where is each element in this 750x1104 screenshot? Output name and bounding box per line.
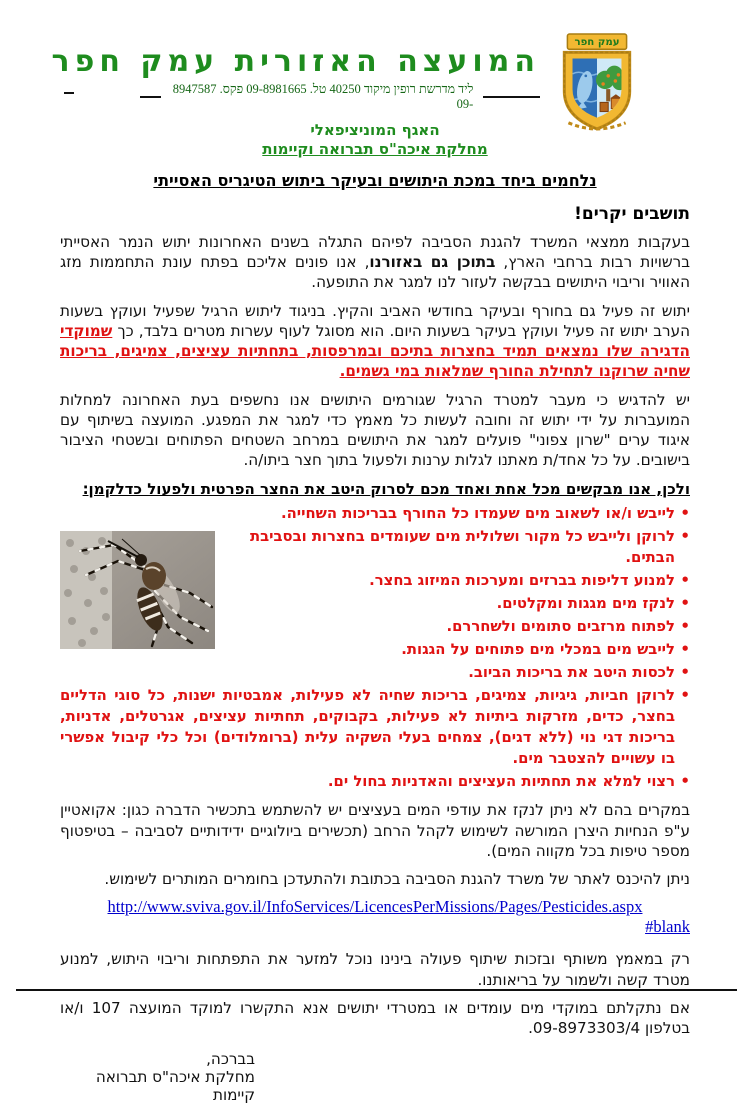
action-list bbox=[60, 503, 690, 792]
action-item: • לנקז מים מגגות ומקלטים. bbox=[60, 593, 690, 614]
paragraph-intro-bold: בתוכן גם באזורנו bbox=[369, 253, 496, 272]
paragraph-ministry-site: ניתן להיכנס לאתר של משרד להגנת הסביבה בכתובת ולהתעדכן בחומרים המותרים לשימוש. bbox=[104, 870, 690, 889]
pesticides-link[interactable]: http://www.sviva.gov.il/InfoServices/LicencesPerMissions/Pages/Pesticides.aspx bbox=[107, 897, 643, 917]
action-item: • לכסות היטב את בריכות הביוב. bbox=[60, 662, 690, 683]
letterhead bbox=[51, 0, 690, 158]
paragraph-intro-rest: , אנו פונים אליכם בפתח עונת התחממות מזג האוויר וריבוי היתושים בבקשה לעזור לנו למגר את התופעה. bbox=[60, 253, 690, 292]
action-item: • לייבש מים במכלי מים פתוחים על הגגות. bbox=[60, 639, 690, 660]
division-title: האגף המוניציפאלי bbox=[310, 121, 440, 139]
council-emblem-icon bbox=[552, 33, 642, 133]
paragraph-habits-warning: שמוקדי הדגירה שלו נמצאים תמיד בחצרות בתיכם ובמרפסות, בתחתיות עציצים, צמיגים, בריכות שחיה שרוקנו לתחילת החורף שמלאות במי גשמים. bbox=[60, 321, 690, 381]
salutation: תושבים יקרים! bbox=[574, 204, 690, 224]
paragraph-intro bbox=[60, 232, 690, 293]
request-line: ולכן, אנו מבקשים מכל אחת ואחד מכם לסרוק היטב את החצר הפרטית ולפעול כדלקמן: bbox=[82, 480, 690, 499]
paragraph-habits-text: יתוש זה פעיל גם בחורף ובעיקר בחודשי האביב והקיץ. בניגוד ליתוש הרגיל שפעיל ועוקץ בשעות הערב יתוש זה פעיל ועוקץ בעיקר בשעות היום. הוא מסוגל לעוף עשרות מטרים בלבד, כך bbox=[60, 301, 690, 340]
paragraph-mosquito-habits bbox=[60, 301, 690, 382]
logo-banner-text: עמק חפר bbox=[574, 37, 620, 49]
paragraph-cooperation: רק במאמץ משותף ובזכות שיתוף פעולה בינינו נוכל למזער את התפתחות וריבוי היתוש, למנוע מטרד קשה ולשמור על בריאותנו. bbox=[60, 950, 690, 989]
address-row bbox=[140, 82, 540, 112]
signature-greeting: בברכה, bbox=[206, 1050, 255, 1069]
pesticides-link-anchor[interactable]: #blank bbox=[645, 917, 690, 937]
footer-divider bbox=[16, 989, 737, 991]
paragraph-intro-text: בעקבות ממצאי המשרד להגנת הסביבה לפיהם התגלה בשנים האחרונות יתוש הנמר האסייתי ברשויות רבות ברחבי הארץ, bbox=[60, 233, 690, 272]
signature-block bbox=[60, 1050, 255, 1104]
header-rule-right bbox=[483, 96, 540, 98]
department-title: מחלקת איכה"ס תברואה וקיימות bbox=[262, 140, 488, 158]
header-rule-left bbox=[140, 96, 161, 98]
action-item: • למנוע דליפות בברזים ומערכות המיזוג בחצר. bbox=[60, 570, 690, 591]
action-item: • לייבש ו/או לשאוב מים שעמדו כל החורף בבריכות השחייה. bbox=[60, 503, 690, 524]
pesticides-link-block bbox=[60, 897, 690, 937]
action-item: • רצוי למלא את תחתיות העציצים והאדניות בחול ים. bbox=[60, 771, 690, 792]
header-rule-edge bbox=[64, 92, 74, 94]
council-title: המועצה האזורית עמק חפר bbox=[51, 44, 540, 79]
action-item: • לרוקן חביות, גיגיות, צמיגים, בריכות שחיה לא פעילות, אמבטיות ישנות, כל סוגי הדליים בחצר, כדים, מזרקות ביתיות לא פעילות, בקבוקים, תחתיות עציצים, אגרטלים, אדניות, בריכות דגי נוי (ללא דגים), צמחים בעלי השקיה עלית (ברומלודים) וכל כלי קיבול אפשרי בו עשויים להצטבר מים. bbox=[60, 685, 690, 769]
paragraph-disease-risk: יש להדגיש כי מעבר למטרד הרגיל שגורמים היתושים אנו נחשפים בעת האחרונה למחלות המועברות על ידי יתוש זה וחובה לעשות כל מאמץ כדי למגר את המפגע. המועצה בשיתוף עם איגוד ערים "שרון צפוני" פועלים למגר את היתושים במרחב השטחים הפתוחים ובשטחי הציבור בישובים. על כל אחד/ת מאתנו לגלות ערנות ולפעול בתוך חצר ביתו/ה. bbox=[60, 390, 690, 470]
paragraph-pesticide: במקרים בהם לא ניתן לנקז את עודפי המים בעציצים יש להשתמש בתכשיר הדברה כגון: אקואטיין ע"פ הנחיות היצרן המורשה לשימוש לקהל הרחב (תכשירים ביולוגיים ידידותיים לסביבה – בטיפטוף מספר טיפות בכל מקווה המים). bbox=[60, 801, 690, 860]
document-title: נלחמים ביחד במכת היתושים ובעיקר ביתוש הטיגריס האסייתי bbox=[153, 171, 597, 190]
paragraph-hotline: אם נתקלתם במוקדי מים עומדים או במטרדי יתושים אנא התקשרו למוקד המועצה 107 ו/או בטלפון 09-8973303/4. bbox=[60, 998, 691, 1037]
address-line: ליד מדרשת רופין מיקוד 40250 טל. 09-8981665 פקס. 8947587 -09 bbox=[172, 82, 474, 111]
action-item: • לפתוח מרזבים סתומים ולשחררם. bbox=[60, 616, 690, 637]
action-item: • לרוקן ולייבש כל מקור ושלולית מים שעומדים בחצרות ובסביבת הבתים. bbox=[60, 526, 690, 568]
council-logo bbox=[552, 33, 642, 133]
signature-department: מחלקת איכה"ס תברואה קיימות bbox=[95, 1068, 255, 1104]
